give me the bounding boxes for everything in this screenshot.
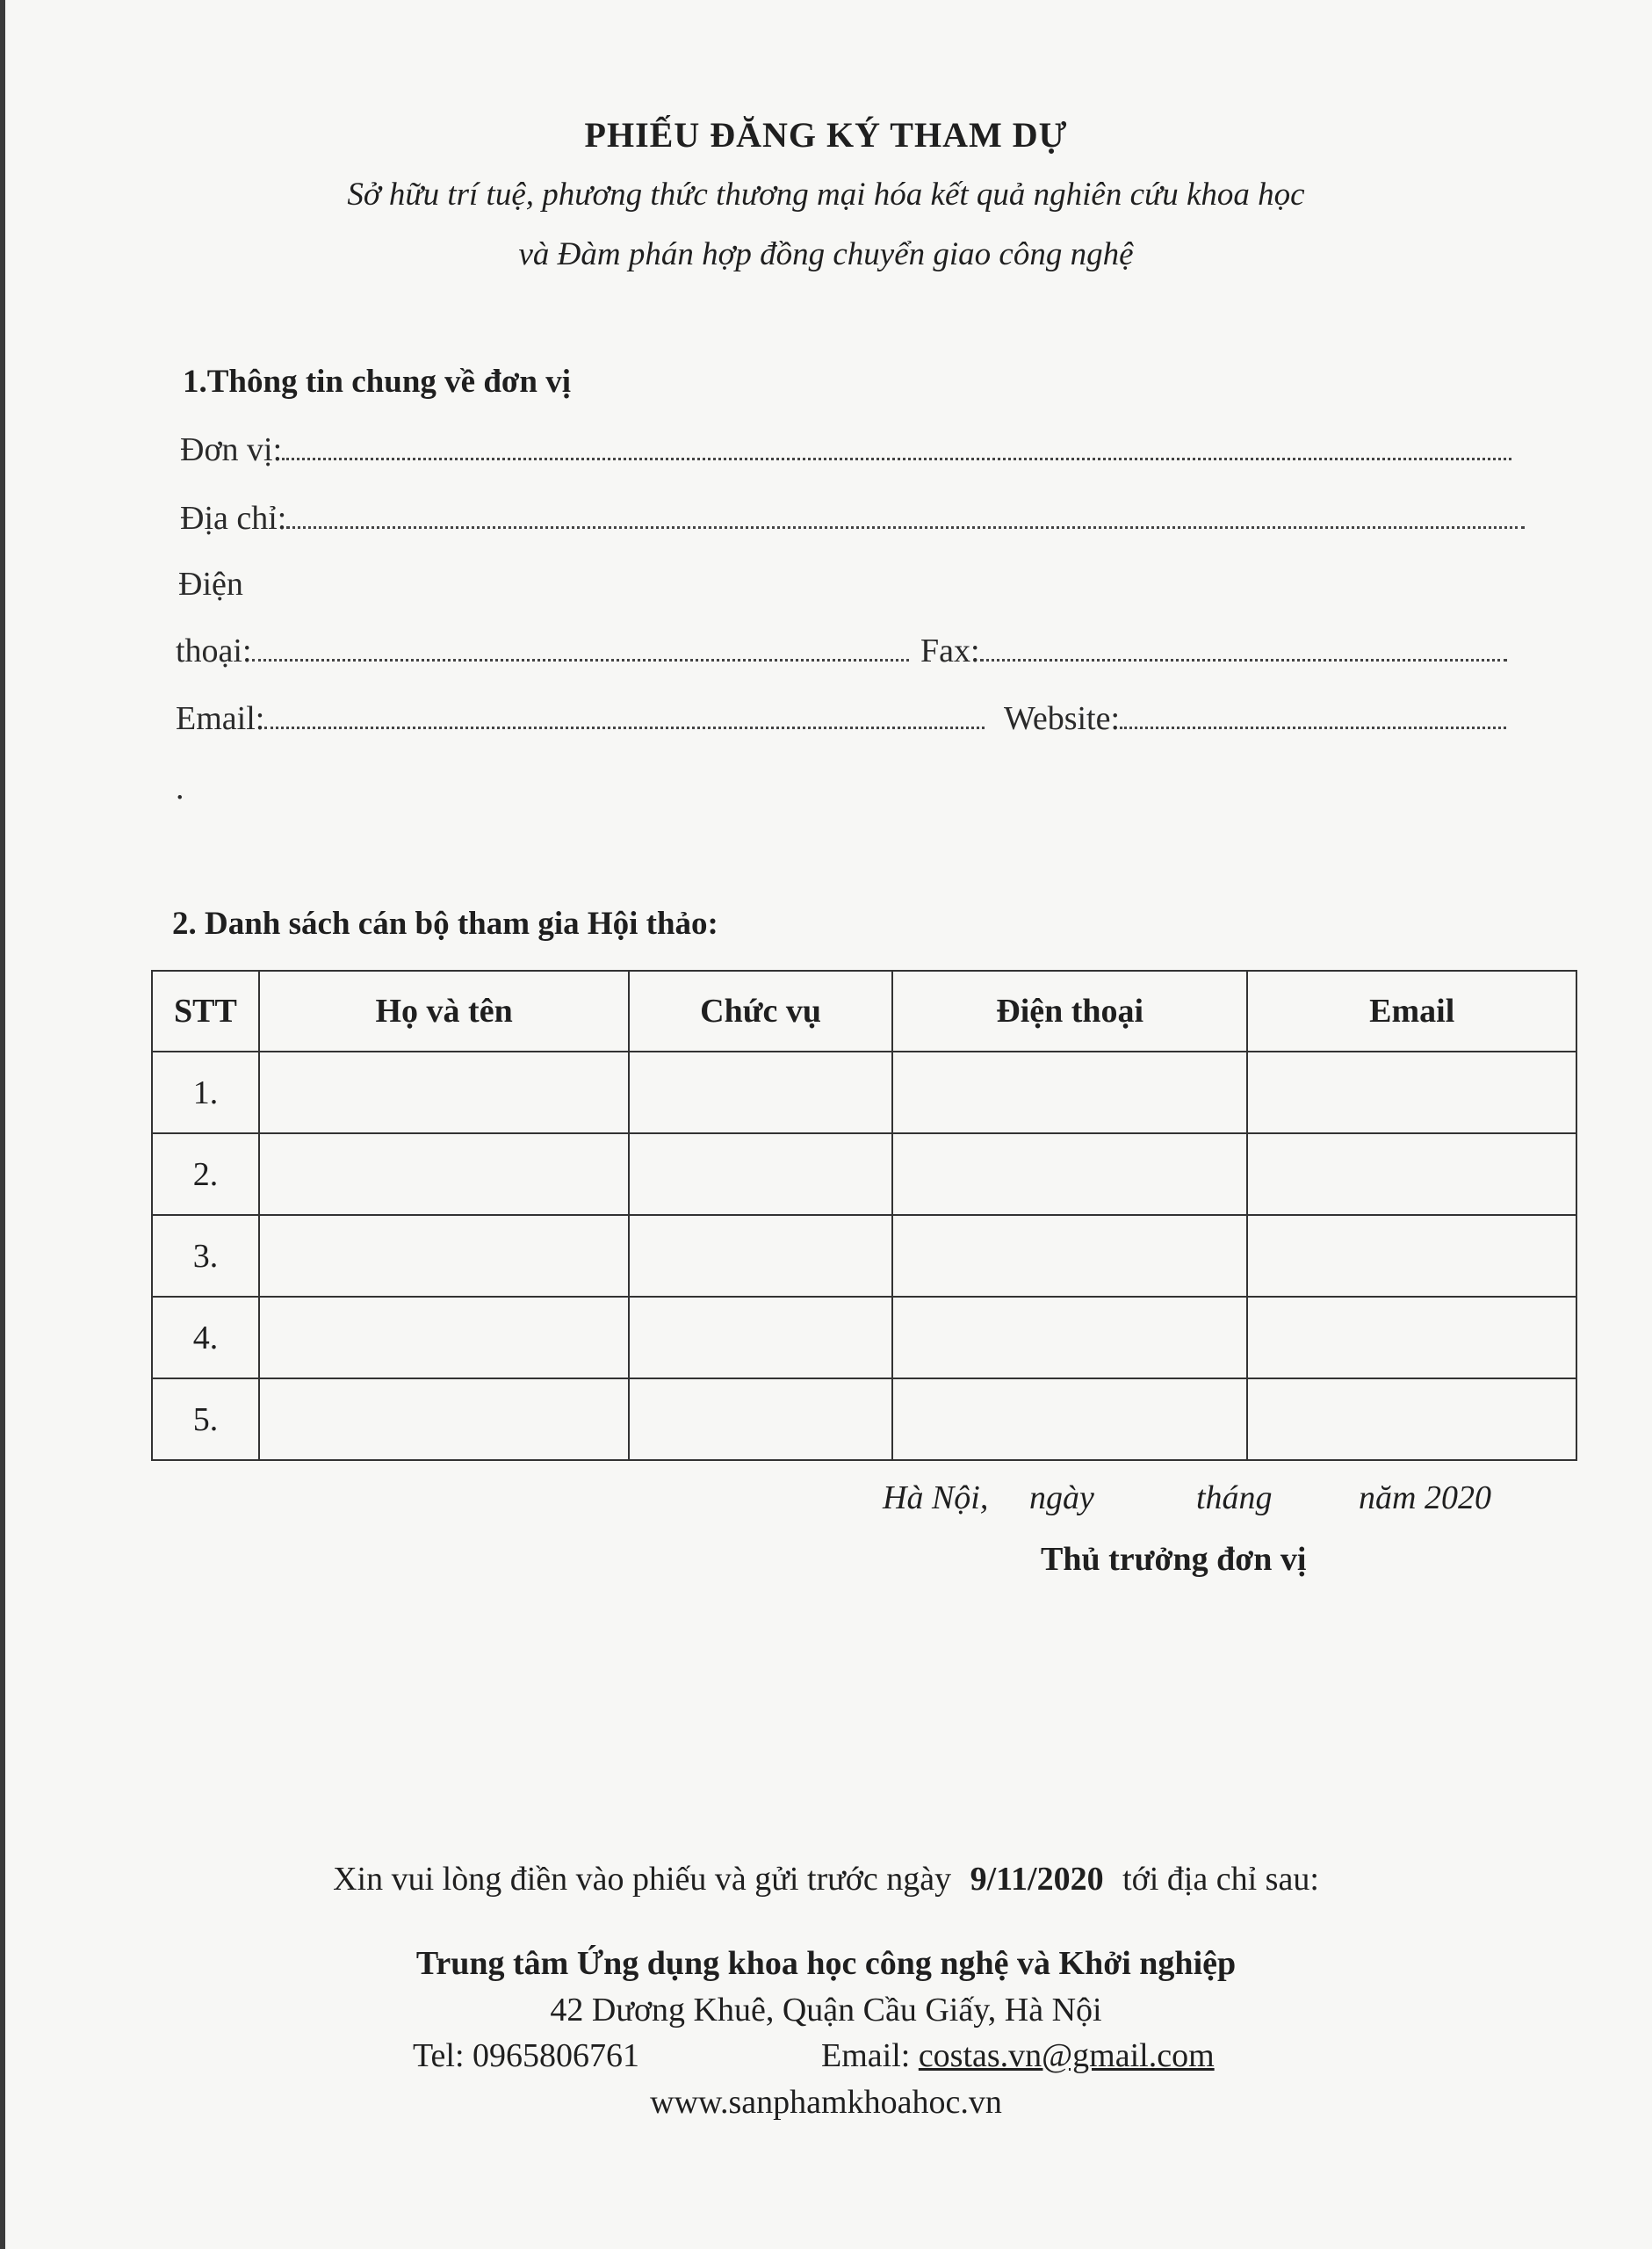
row-number: 5. (152, 1378, 259, 1460)
footer-email-label: Email: (821, 2037, 911, 2074)
website-field[interactable] (1004, 699, 1535, 738)
signature-year: năm 2020 (1359, 1479, 1491, 1516)
signature-day: ngày (1029, 1479, 1094, 1516)
table-row (152, 1133, 1576, 1215)
email-cell[interactable] (1247, 1297, 1576, 1378)
column-header-email: Email (1247, 971, 1576, 1052)
phone-cell[interactable] (892, 1052, 1247, 1133)
footer-deadline: 9/11/2020 (970, 1861, 1104, 1898)
position-cell[interactable] (629, 1378, 892, 1460)
column-header-dien-thoai: Điện thoại (892, 971, 1247, 1052)
phone-cell[interactable] (892, 1297, 1247, 1378)
position-cell[interactable] (629, 1215, 892, 1297)
name-cell[interactable] (259, 1378, 629, 1460)
table-header-row (152, 971, 1576, 1052)
table-row (152, 1378, 1576, 1460)
form-title: PHIẾU ĐĂNG KÝ THAM DỰ (584, 115, 1068, 155)
thoai-label: thoại: (176, 633, 252, 669)
phone-cell[interactable] (892, 1133, 1247, 1215)
column-header-ho-va-ten: Họ và tên (259, 971, 629, 1052)
row-number: 2. (152, 1133, 259, 1215)
column-header-stt: STT (152, 971, 259, 1052)
position-cell[interactable] (629, 1297, 892, 1378)
table-row (152, 1297, 1576, 1378)
table-row (152, 1052, 1576, 1133)
email-cell[interactable] (1247, 1052, 1576, 1133)
footer-email-link[interactable]: costas.vn@gmail.com (918, 2037, 1215, 2074)
position-cell[interactable] (629, 1133, 892, 1215)
position-cell[interactable] (629, 1052, 892, 1133)
row-number: 3. (152, 1215, 259, 1297)
dia-chi-field[interactable] (180, 499, 1546, 538)
footer-instruction-suffix: tới địa chỉ sau: (1122, 1861, 1319, 1898)
section1-heading: 1.Thông tin chung về đơn vị (183, 364, 572, 400)
form-subtitle-line2: và Đàm phán hợp đồng chuyển giao công nghệ (518, 236, 1134, 272)
email-label: Email: (176, 700, 265, 737)
dia-chi-label: Địa chỉ: (180, 500, 287, 537)
name-cell[interactable] (259, 1052, 629, 1133)
name-cell[interactable] (259, 1215, 629, 1297)
signature-title: Thủ trưởng đơn vị (1041, 1541, 1307, 1578)
phone-cell[interactable] (892, 1378, 1247, 1460)
phone-cell[interactable] (892, 1215, 1247, 1297)
don-vi-field[interactable] (180, 430, 1524, 469)
fax-field[interactable] (920, 632, 1526, 670)
email-cell[interactable] (1247, 1133, 1576, 1215)
stray-dot: . (176, 770, 184, 806)
footer-instruction (0, 1860, 1652, 1898)
dien-thoai-dotted-line (252, 659, 909, 662)
row-number: 4. (152, 1297, 259, 1378)
email-field[interactable] (176, 699, 1010, 738)
dien-thoai-field[interactable] (176, 632, 931, 670)
email-cell[interactable] (1247, 1378, 1576, 1460)
column-header-chuc-vu: Chức vụ (629, 971, 892, 1052)
email-dotted-line (264, 727, 985, 729)
footer-org-name: Trung tâm Ứng dụng khoa học công nghệ và Khởi nghiệp (415, 1945, 1237, 1982)
email-cell[interactable] (1247, 1215, 1576, 1297)
section2-heading: 2. Danh sách cán bộ tham gia Hội thảo: (172, 906, 718, 942)
name-cell[interactable] (259, 1297, 629, 1378)
row-number: 1. (152, 1052, 259, 1133)
name-cell[interactable] (259, 1133, 629, 1215)
don-vi-label: Đơn vị: (180, 431, 283, 468)
participants-table (151, 970, 1577, 1461)
website-dotted-line (1120, 727, 1506, 729)
fax-label: Fax: (920, 633, 980, 669)
footer-instruction-prefix: Xin vui lòng điền vào phiếu và gửi trước ngày (333, 1861, 952, 1898)
footer-address: 42 Dương Khuê, Quận Cầu Giấy, Hà Nội (550, 1992, 1102, 2028)
form-subtitle-line1: Sở hữu trí tuệ, phương thức thương mại hóa kết quả nghiên cứu khoa học (347, 177, 1305, 213)
footer-email-line (821, 2036, 1215, 2075)
footer-tel: Tel: 0965806761 (413, 2037, 640, 2074)
fax-dotted-line (980, 659, 1507, 662)
dia-chi-dotted-line (286, 526, 1525, 529)
don-vi-dotted-line (282, 458, 1511, 460)
footer-website[interactable]: www.sanphamkhoahoc.vn (650, 2084, 1002, 2121)
table-row (152, 1215, 1576, 1297)
website-label: Website: (1004, 700, 1121, 737)
signature-place: Hà Nội, (883, 1479, 989, 1516)
dien-label: Điện (178, 566, 243, 603)
signature-month: tháng (1196, 1479, 1273, 1516)
